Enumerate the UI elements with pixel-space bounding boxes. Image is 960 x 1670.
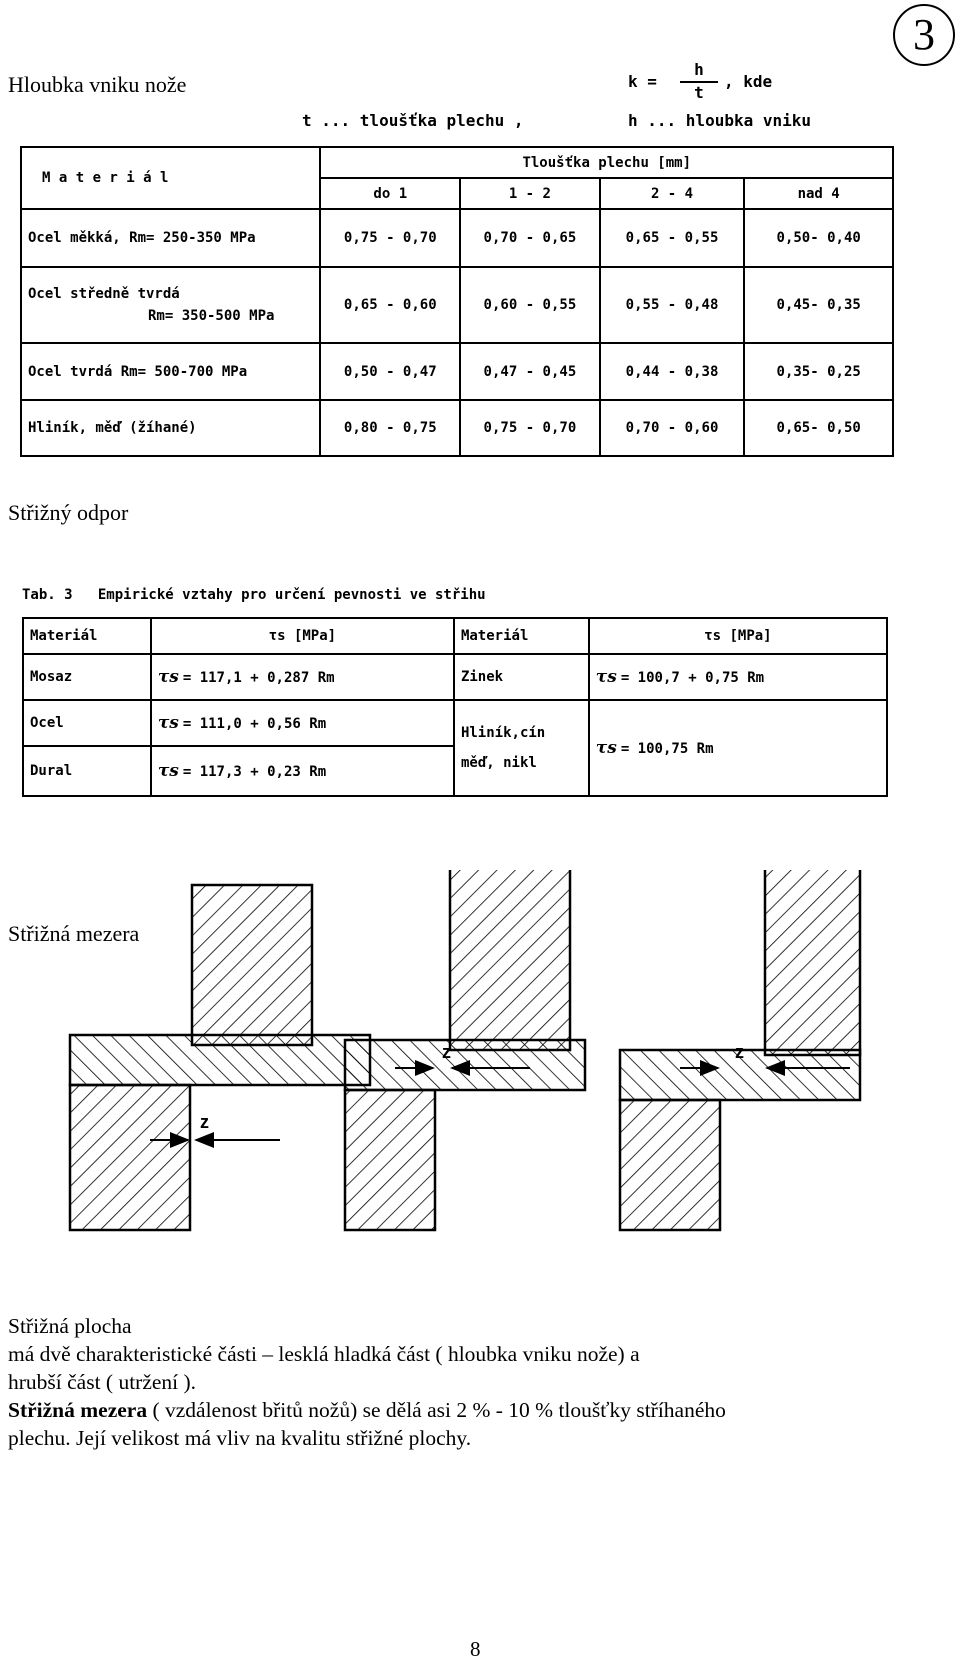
tau-symbol: τs <box>157 667 179 687</box>
shearing-gap-diagrams <box>0 870 960 1240</box>
page-number-badge: 3 <box>893 4 955 66</box>
upper-punch <box>765 870 860 1055</box>
sheet-metal <box>70 1035 370 1085</box>
lower-die <box>345 1090 435 1230</box>
formula-text: = 117,3 + 0,23 Rm <box>182 764 327 780</box>
table-row <box>21 267 893 343</box>
value-cell: 0,47 - 0,45 <box>460 343 600 400</box>
sheet-metal <box>345 1040 585 1090</box>
table-caption: Tab. 3 Empirické vztahy pro určení pevnosti ve střihu <box>22 587 486 603</box>
header-thickness: Tloušťka plechu [mm] <box>320 147 893 178</box>
table-row <box>21 209 893 267</box>
formula-cell <box>589 700 887 796</box>
value-cell: 0,70 - 0,65 <box>460 209 600 267</box>
column-header: nad 4 <box>744 178 893 209</box>
value-cell: 0,50- 0,40 <box>744 209 893 267</box>
formula-k-suffix: , kde <box>724 72 773 91</box>
formula-cell <box>151 700 454 746</box>
value-cell: 0,44 - 0,38 <box>600 343 745 400</box>
paragraph-line <box>8 1396 953 1424</box>
value-cell: 0,50 - 0,47 <box>320 343 460 400</box>
formula-text: = 111,0 + 0,56 Rm <box>182 716 327 732</box>
bold-term: Střižná mezera <box>8 1398 148 1422</box>
value-cell: 0,60 - 0,55 <box>460 267 600 343</box>
value-cell: 0,45- 0,35 <box>744 267 893 343</box>
text-strizna-plocha <box>8 1312 953 1452</box>
paragraph-text: ( vzdálenost břitů nožů) se dělá asi 2 % - 10 % tloušťky stříhaného <box>147 1398 726 1422</box>
formula-cell <box>589 654 887 700</box>
formula-cell <box>151 654 454 700</box>
material-cell: Ocel tvrdá Rm= 500-700 MPa <box>21 343 320 400</box>
upper-punch <box>192 885 312 1045</box>
value-cell: 0,35- 0,25 <box>744 343 893 400</box>
column-header: 2 - 4 <box>600 178 745 209</box>
column-header: Materiál <box>454 618 589 654</box>
material-cell: Ocel <box>23 700 151 746</box>
formula-k-denominator: t <box>694 83 704 102</box>
material-cell: Hliník, měď (žíhané) <box>21 400 320 456</box>
table-row <box>23 700 887 746</box>
column-header: do 1 <box>320 178 460 209</box>
column-header: Materiál <box>23 618 151 654</box>
upper-punch <box>450 870 570 1050</box>
column-header: τs [MPa] <box>151 618 454 654</box>
value-cell: 0,70 - 0,60 <box>600 400 745 456</box>
legend-h: h ... hloubka vniku <box>628 111 812 130</box>
value-cell: 0,75 - 0,70 <box>320 209 460 267</box>
paragraph-line: plechu. Její velikost má vliv na kvalitu střižné plochy. <box>8 1426 472 1450</box>
column-header: 1 - 2 <box>460 178 600 209</box>
tau-symbol: τs <box>157 713 179 733</box>
heading-hloubka-vniku: Hloubka vniku nože <box>8 72 187 97</box>
material-cell: Zinek <box>454 654 589 700</box>
table-row <box>21 400 893 456</box>
value-cell: 0,65- 0,50 <box>744 400 893 456</box>
gap-label-z: z <box>442 1042 451 1062</box>
value-cell: 0,75 - 0,70 <box>460 400 600 456</box>
material-cell: Dural <box>23 746 151 796</box>
tau-symbol: τs <box>595 738 617 758</box>
value-cell: 0,80 - 0,75 <box>320 400 460 456</box>
lower-die <box>70 1085 190 1230</box>
formula-k-numerator: h <box>694 60 704 79</box>
value-cell: 0,65 - 0,60 <box>320 267 460 343</box>
material-line: Hliník,cín <box>460 725 546 741</box>
formula-k <box>628 60 818 104</box>
lower-die <box>620 1100 720 1230</box>
value-cell: 0,55 - 0,48 <box>600 267 745 343</box>
material-line: měď, nikl <box>460 755 537 771</box>
heading-strizny-odpor: Střižný odpor <box>8 500 129 525</box>
header-material: M a t e r i á l <box>21 147 320 209</box>
table-row <box>23 654 887 700</box>
formula-cell <box>151 746 454 796</box>
gap-label-z: z <box>735 1042 744 1062</box>
table-strizny-odpor <box>22 617 888 797</box>
tau-symbol: τs <box>157 761 179 781</box>
tau-symbol: τs <box>595 667 617 687</box>
page-number: 8 <box>470 1637 481 1661</box>
formula-text: = 100,75 Rm <box>620 741 714 757</box>
heading-strizna-mezera: Střižná mezera <box>8 921 140 946</box>
value-cell: 0,65 - 0,55 <box>600 209 745 267</box>
formula-text: = 117,1 + 0,287 Rm <box>182 670 335 686</box>
diagram-3 <box>620 870 860 1230</box>
material-cell: Mosaz <box>23 654 151 700</box>
diagram-2 <box>345 870 585 1230</box>
material-line: Ocel středně tvrdá <box>28 286 180 302</box>
material-cell <box>21 267 320 343</box>
column-header: τs [MPa] <box>589 618 887 654</box>
material-line: Rm= 350-500 MPa <box>148 308 275 324</box>
heading-strizna-plocha: Střižná plocha <box>8 1314 132 1338</box>
paragraph-line: hrubší část ( utržení ). <box>8 1370 197 1394</box>
paragraph-line: má dvě charakteristické části – lesklá hladká část ( hloubka vniku nože) a <box>8 1342 640 1366</box>
gap-label-z: z <box>200 1112 209 1132</box>
material-cell: Ocel měkká, Rm= 250-350 MPa <box>21 209 320 267</box>
formula-text: = 100,7 + 0,75 Rm <box>620 670 765 686</box>
material-cell <box>454 700 589 796</box>
table-row <box>21 343 893 400</box>
formula-k-lhs: k = <box>628 72 657 91</box>
legend-t: t ... tloušťka plechu , <box>302 111 524 130</box>
table-hloubka-vniku <box>20 146 894 457</box>
